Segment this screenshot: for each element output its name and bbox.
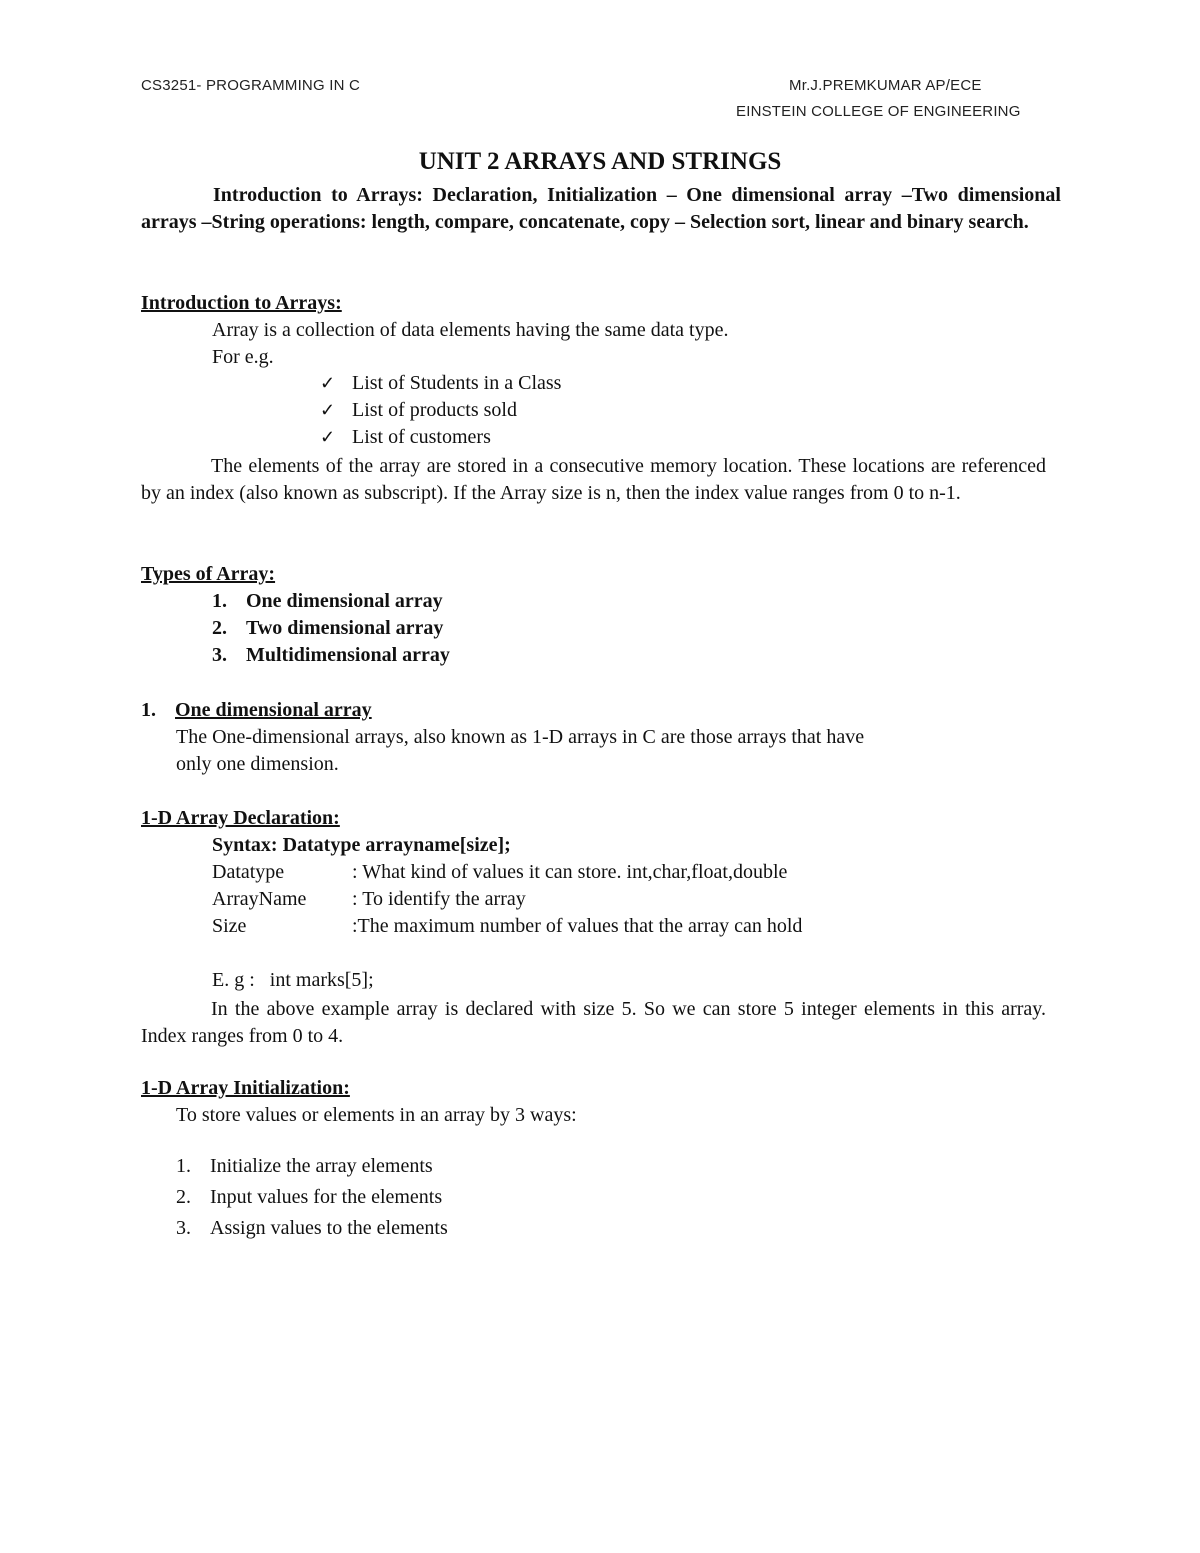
list-item: 3. Assign values to the elements [176, 1217, 448, 1239]
list-item: ✓ List of Students in a Class [320, 372, 562, 394]
intro-paragraph: The elements of the array are stored in a consecutive memory location. These locations are referenced by an index (also known as subscript). If the Array size is n, then the index value ranges from 0 to n-1. [141, 455, 1046, 504]
header-college: EINSTEIN COLLEGE OF ENGINEERING [736, 103, 1021, 120]
check-icon: ✓ [320, 373, 336, 393]
declaration-example: E. g : int marks[5]; [212, 969, 374, 991]
header-course: CS3251- PROGRAMMING IN C [141, 77, 361, 94]
check-icon: ✓ [320, 400, 336, 420]
list-item: 2. Input values for the elements [176, 1186, 443, 1208]
intro-heading: Introduction to Arrays: [141, 292, 342, 314]
one-d-line-2: only one dimension. [176, 753, 339, 775]
list-item: 1. One dimensional array [212, 590, 443, 612]
initialization-heading: 1-D Array Initialization: [141, 1077, 350, 1099]
declaration-syntax: Syntax: Datatype arrayname[size]; [212, 834, 511, 856]
header-author: Mr.J.PREMKUMAR AP/ECE [789, 77, 982, 94]
syllabus [141, 182, 1061, 236]
check-icon: ✓ [320, 427, 336, 447]
list-item: ✓ List of products sold [320, 399, 517, 421]
declaration-row: Datatype : What kind of values it can store. int,char,float,double [212, 861, 788, 883]
list-item: 2. Two dimensional array [212, 617, 444, 639]
declaration-row: Size :The maximum number of values that the array can hold [212, 915, 803, 937]
intro-eg-label: For e.g. [212, 346, 274, 368]
declaration-paragraph: In the above example array is declared with size 5. So we can store 5 integer elements in this array. Index ranges from 0 to 4. [141, 998, 1046, 1047]
intro-definition: Array is a collection of data elements having the same data type. [212, 319, 729, 341]
list-item: ✓ List of customers [320, 426, 491, 448]
list-item: 3. Multidimensional array [212, 644, 450, 666]
syllabus-text: Introduction to Arrays: Declaration, Initialization – One dimensional array –Two dimensional arrays –String operations: length, compare, concatenate, copy – Selection sort, linear and binary search. [141, 184, 1061, 233]
types-heading: Types of Array: [141, 563, 276, 585]
declaration-row: ArrayName : To identify the array [212, 888, 526, 910]
page-title: UNIT 2 ARRAYS AND STRINGS [418, 148, 782, 175]
list-item: 1. Initialize the array elements [176, 1155, 433, 1177]
declaration-heading: 1-D Array Declaration: [141, 807, 340, 829]
section-one-d-heading: 1. One dimensional array [141, 699, 372, 721]
initialization-intro: To store values or elements in an array by 3 ways: [176, 1104, 577, 1126]
one-d-line-1: The One-dimensional arrays, also known as 1-D arrays in C are those arrays that have [176, 726, 865, 748]
